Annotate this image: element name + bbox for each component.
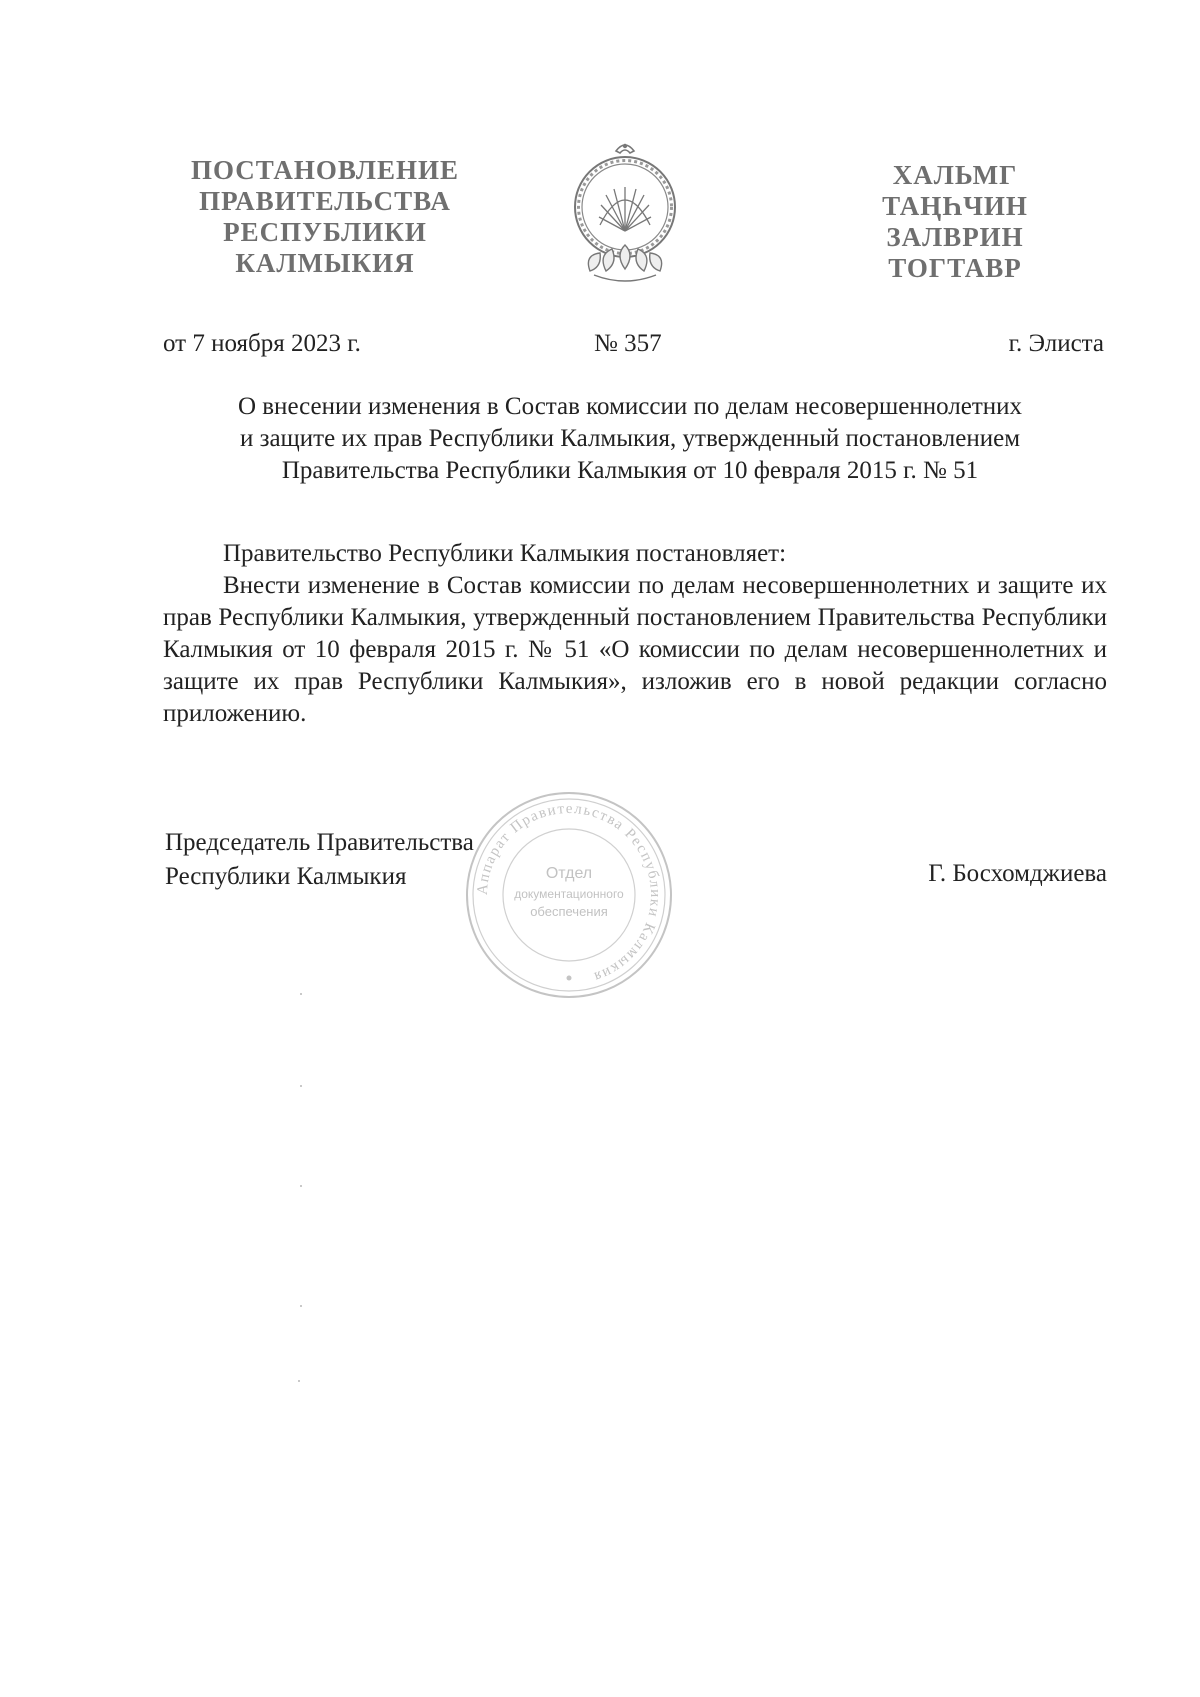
header-left-line: РЕСПУБЛИКИ <box>223 217 427 247</box>
header-right-line: ХАЛЬМГ <box>892 160 1018 190</box>
header-right-line: ТАҢҺЧИН <box>882 191 1028 221</box>
stamp-center-line: документационного <box>514 887 624 901</box>
body-paragraph-main: Внести изменение в Состав комиссии по делам несовершеннолетних и защите их прав Республики Калмыкия, утвержденный постановлением Правительства Республики Калмыкия от 10 февраля 2015 г. № 51 «О комиссии по делам несовершеннолетних и защите их прав Республики Калмыкия», изложив его в новой редакции согласно приложению. <box>163 572 1107 727</box>
header-left-line: КАЛМЫКИЯ <box>235 248 415 278</box>
stamp-center-line: Отдел <box>545 865 593 882</box>
signatory-name: Г. Босхомджиева <box>928 860 1107 887</box>
document-city: г. Элиста <box>1008 330 1104 357</box>
title-line: и защите их прав Республики Калмыкия, утвержденный постановлением <box>239 425 1021 452</box>
header-right-line: ЗАЛВРИН <box>886 222 1024 252</box>
kalmykia-coat-of-arms-icon <box>570 137 680 291</box>
document-title <box>150 391 1110 487</box>
scan-speck <box>300 993 302 995</box>
stamp-center-line: обеспечения <box>530 904 608 919</box>
scan-speck <box>300 1085 302 1087</box>
signatory-title-line: Председатель Правительства <box>165 829 474 856</box>
header-right-line: ТОГТАВР <box>888 253 1022 283</box>
document-date: от 7 ноября 2023 г. <box>163 330 361 357</box>
title-line: О внесении изменения в Состав комиссии по делам несовершеннолетних <box>237 393 1023 420</box>
body-paragraph-intro: Правительство Республики Калмыкия постановляет: <box>223 540 787 567</box>
signatory-title-line: Республики Калмыкия <box>165 863 407 890</box>
scan-speck <box>300 1305 302 1307</box>
stamp-ring-text: Аппарат Правительства Республики Калмыкия <box>474 800 664 986</box>
scan-speck <box>300 1185 302 1187</box>
title-line: Правительства Республики Калмыкия от 10 февраля 2015 г. № 51 <box>281 457 979 484</box>
scan-speck <box>298 1380 300 1382</box>
signatory-title <box>165 826 474 894</box>
official-stamp-icon <box>462 788 676 1002</box>
document-number: № 357 <box>594 330 662 357</box>
header-left-line: ПОСТАНОВЛЕНИЕ <box>190 155 460 185</box>
document-body <box>163 538 1107 730</box>
header-left-title <box>180 155 470 279</box>
header-left-line: ПРАВИТЕЛЬСТВА <box>199 186 451 216</box>
header-right-title <box>865 160 1045 284</box>
